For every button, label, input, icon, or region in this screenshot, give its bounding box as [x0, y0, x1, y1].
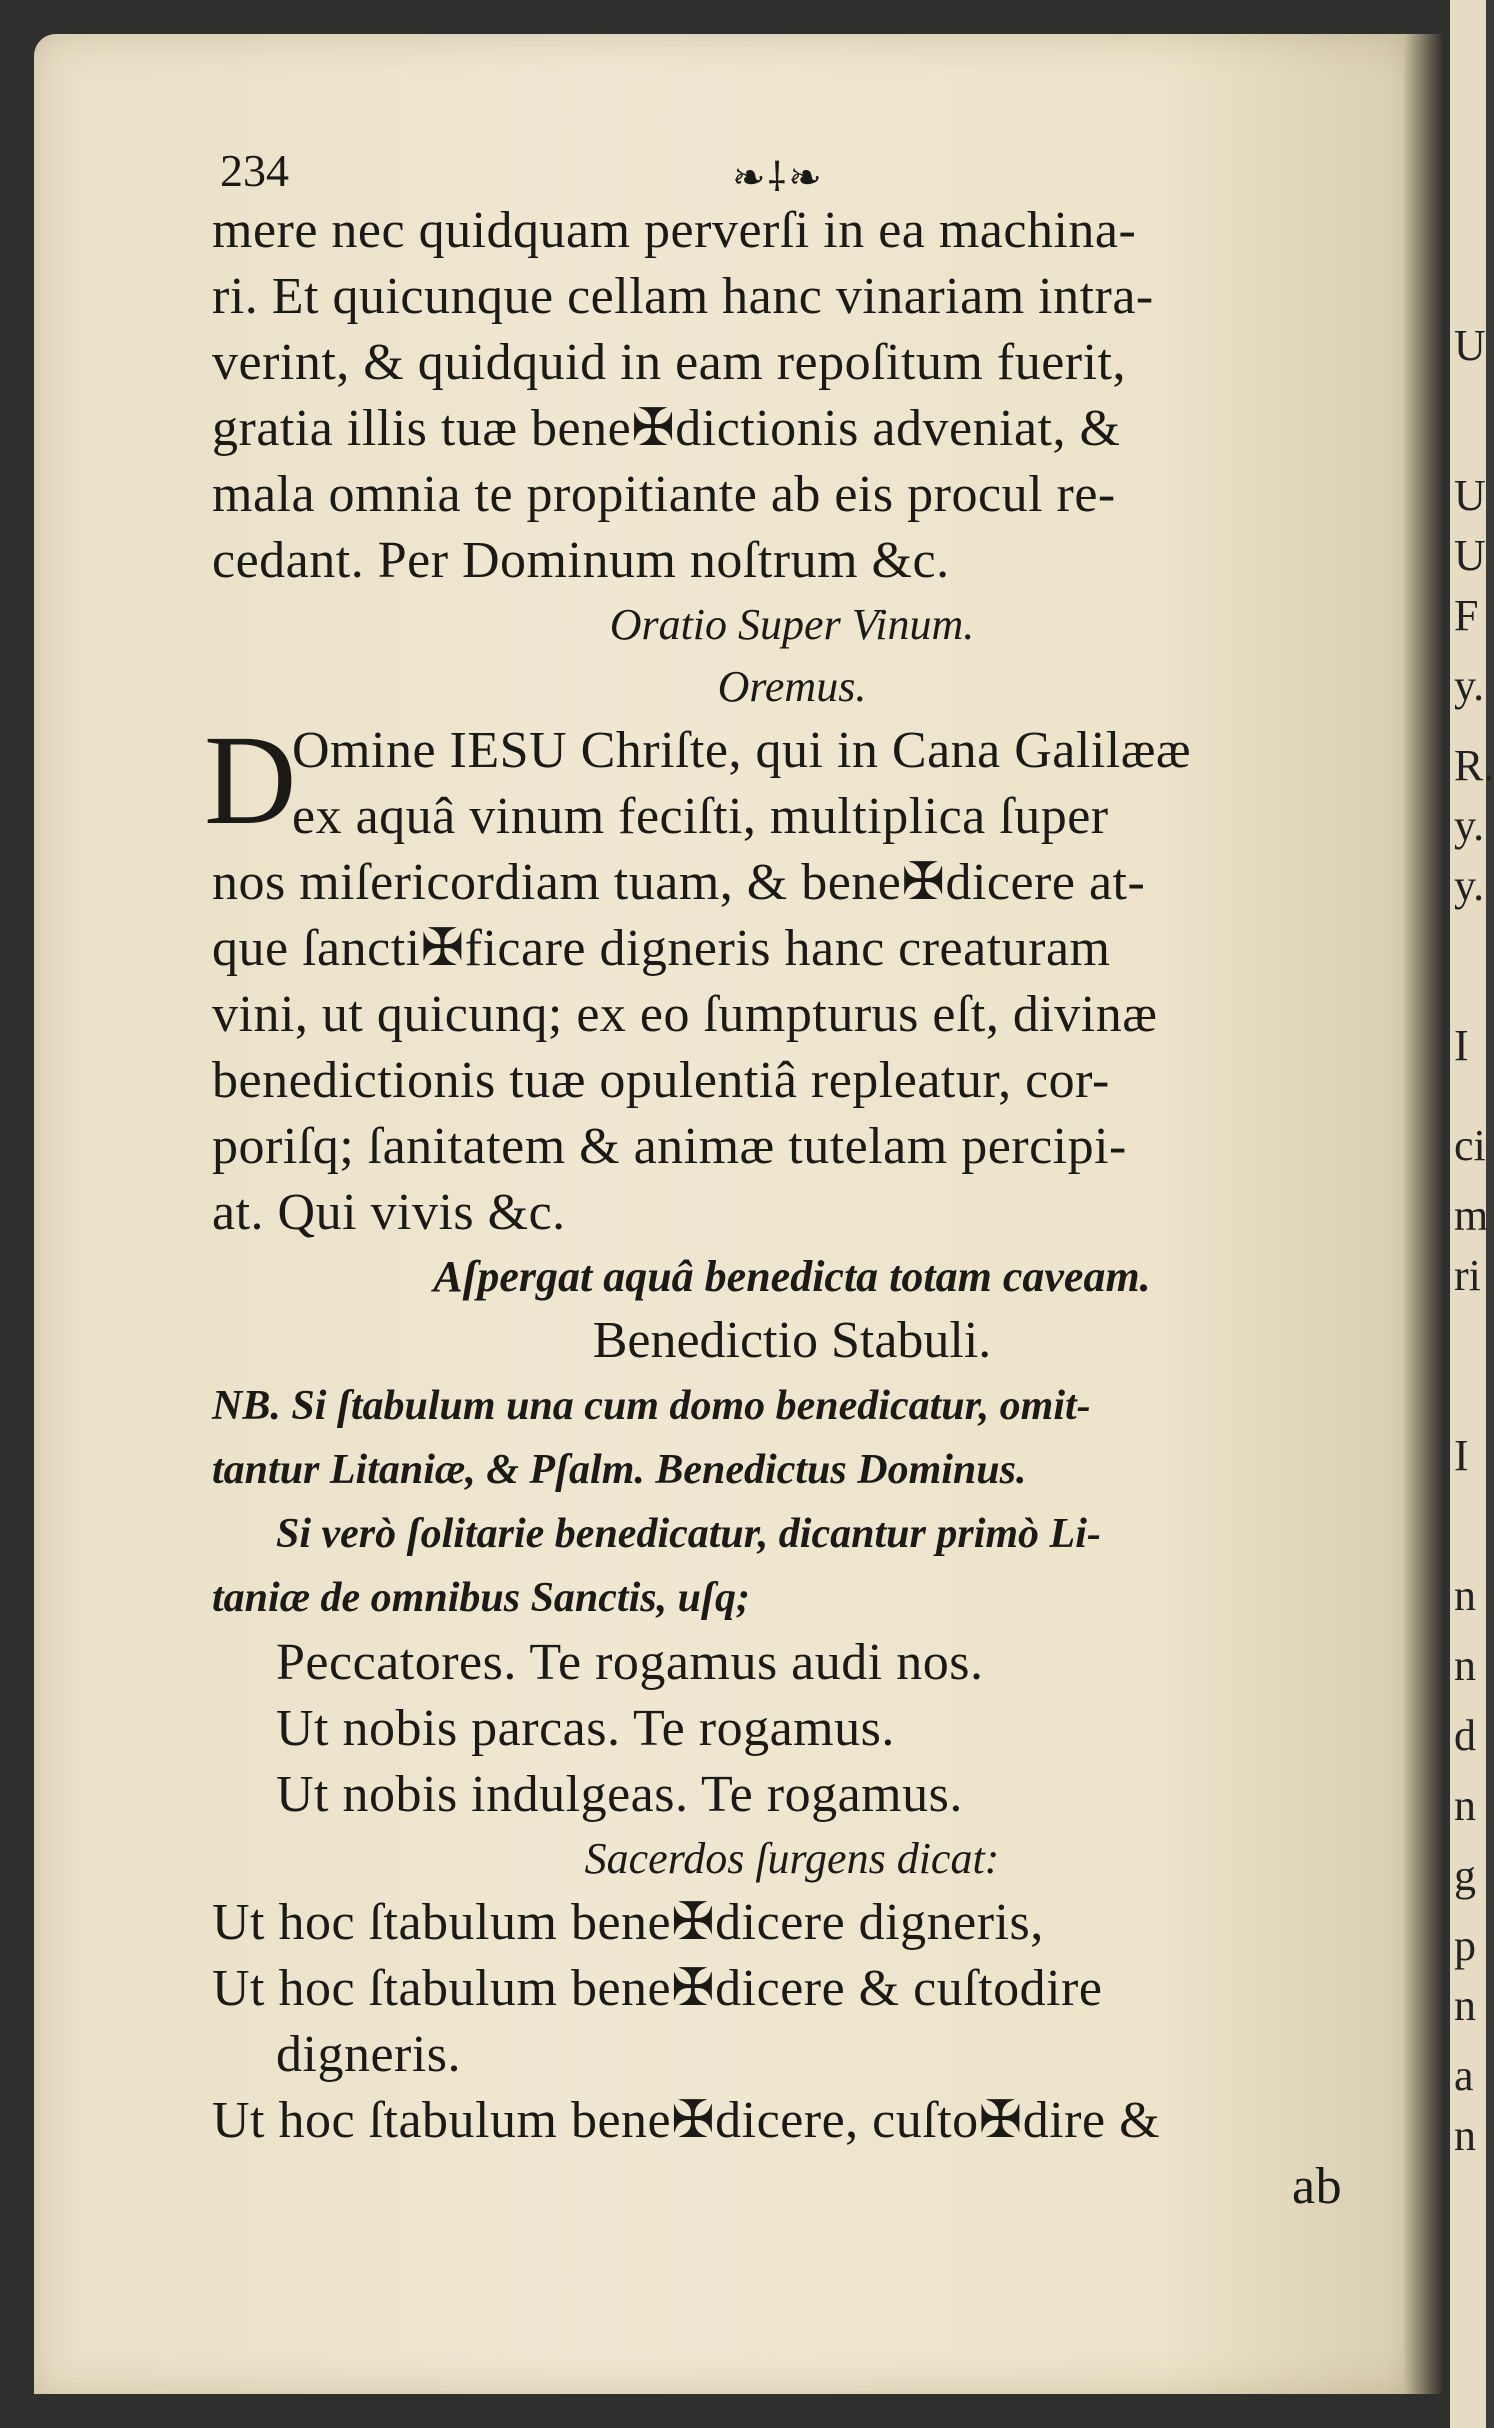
text-line: poriſq; ſanitatem & animæ tutelam percipi-	[212, 1118, 1127, 1175]
versicle-line: Ut hoc ſtabulum bene✠dicere, cuſto✠dire &	[212, 2092, 1161, 2149]
versicle-line: digneris.	[276, 2026, 462, 2083]
text-line: gratia illis tuæ bene✠dictionis adveniat, &	[212, 400, 1121, 457]
text-line: Omine IESU Chriſte, qui in Cana Galilææ	[292, 722, 1192, 779]
margin-letter: n	[1454, 1781, 1476, 1830]
margin-letter: p	[1454, 1921, 1476, 1970]
margin-letter: n	[1454, 1571, 1476, 1620]
versicle-line: Ut hoc ſtabulum bene✠dicere digneris,	[212, 1894, 1044, 1951]
running-head	[212, 140, 1412, 201]
header-ornament: ❧⸸❧	[732, 155, 824, 201]
margin-letter: U	[1454, 471, 1486, 520]
rubric-line: NB. Si ſtabulum una cum domo benedicatur, omit-	[212, 1383, 1091, 1429]
margin-letter: y.	[1454, 801, 1485, 850]
sacerdos-rubric: Sacerdos ſurgens dicat:	[584, 1834, 1000, 1883]
text-line: verint, & quidquid in eam repoſitum fuerit,	[212, 334, 1126, 391]
text-line: at. Qui vivis &c.	[212, 1184, 566, 1241]
margin-letter: d	[1454, 1711, 1476, 1760]
margin-letter: a	[1454, 2051, 1474, 2100]
oremus-heading: Oremus.	[717, 662, 867, 711]
margin-letter: ri	[1454, 1251, 1481, 1300]
rubric-line: tantur Litaniæ, & Pſalm. Benedictus Dominus.	[212, 1447, 1027, 1493]
litany-line: Peccatores. Te rogamus audi nos.	[276, 1634, 984, 1691]
text-line: vini, ut quicunq; ex eo ſumpturus eſt, divinæ	[212, 986, 1158, 1043]
page-number: 234	[220, 145, 289, 196]
versicle-line: Ut hoc ſtabulum bene✠dicere & cuſtodire	[212, 1960, 1103, 2017]
text-line: benedictionis tuæ opulentiâ repleatur, cor-	[212, 1052, 1110, 1109]
margin-letter: y.	[1454, 661, 1485, 710]
litany-line: Ut nobis indulgeas. Te rogamus.	[276, 1766, 963, 1823]
text-line: mala omnia te propitiante ab eis procul re-	[212, 466, 1116, 523]
rubric-aspergat: Aſpergat aquâ benedicta totam caveam.	[433, 1252, 1151, 1301]
page-text	[204, 140, 1412, 2220]
text-line: nos miſericordiam tuam, & bene✠dicere at-	[212, 854, 1146, 911]
margin-letter: m	[1454, 1191, 1489, 1240]
margin-letter: F	[1454, 591, 1479, 640]
text-line: cedant. Per Dominum noſtrum &c.	[212, 532, 950, 589]
rubric-line: Si verò ſolitarie benedicatur, dicantur primò Li-	[276, 1511, 1101, 1557]
margin-letter: R.	[1454, 741, 1494, 790]
text-line: ri. Et quicunque cellam hanc vinariam intra-	[212, 268, 1154, 325]
text-line: mere nec quidquam perverſi in ea machina-	[212, 202, 1137, 259]
margin-letter: I	[1454, 1431, 1469, 1480]
text-line: ex aquâ vinum feciſti, multiplica ſuper	[292, 788, 1109, 845]
prayer-paragraph	[204, 709, 1412, 1246]
text-line: que ſancti✠ficare digneris hanc creaturam	[212, 920, 1111, 977]
stabuli-heading: Benedictio Stabuli.	[592, 1312, 992, 1369]
margin-letter: U	[1454, 531, 1486, 580]
litany-line: Ut nobis parcas. Te rogamus.	[276, 1700, 895, 1757]
oratio-heading: Oratio Super Vinum.	[609, 600, 975, 649]
margin-letter: n	[1454, 1981, 1476, 2030]
margin-letter: n	[1454, 2111, 1476, 2160]
rubric-line: taniæ de omnibus Sanctis, uſq;	[212, 1575, 750, 1621]
margin-letter: ci	[1454, 1121, 1486, 1170]
drop-cap: D	[204, 709, 297, 851]
margin-letter: n	[1454, 1641, 1476, 1690]
margin-letter: I	[1454, 1021, 1469, 1070]
margin-letter: U	[1454, 321, 1486, 370]
margin-letter: g	[1454, 1851, 1476, 1900]
facing-page-edge	[1450, 0, 1494, 2428]
catchword: ab	[1292, 2158, 1343, 2215]
margin-letter: y.	[1454, 861, 1485, 910]
